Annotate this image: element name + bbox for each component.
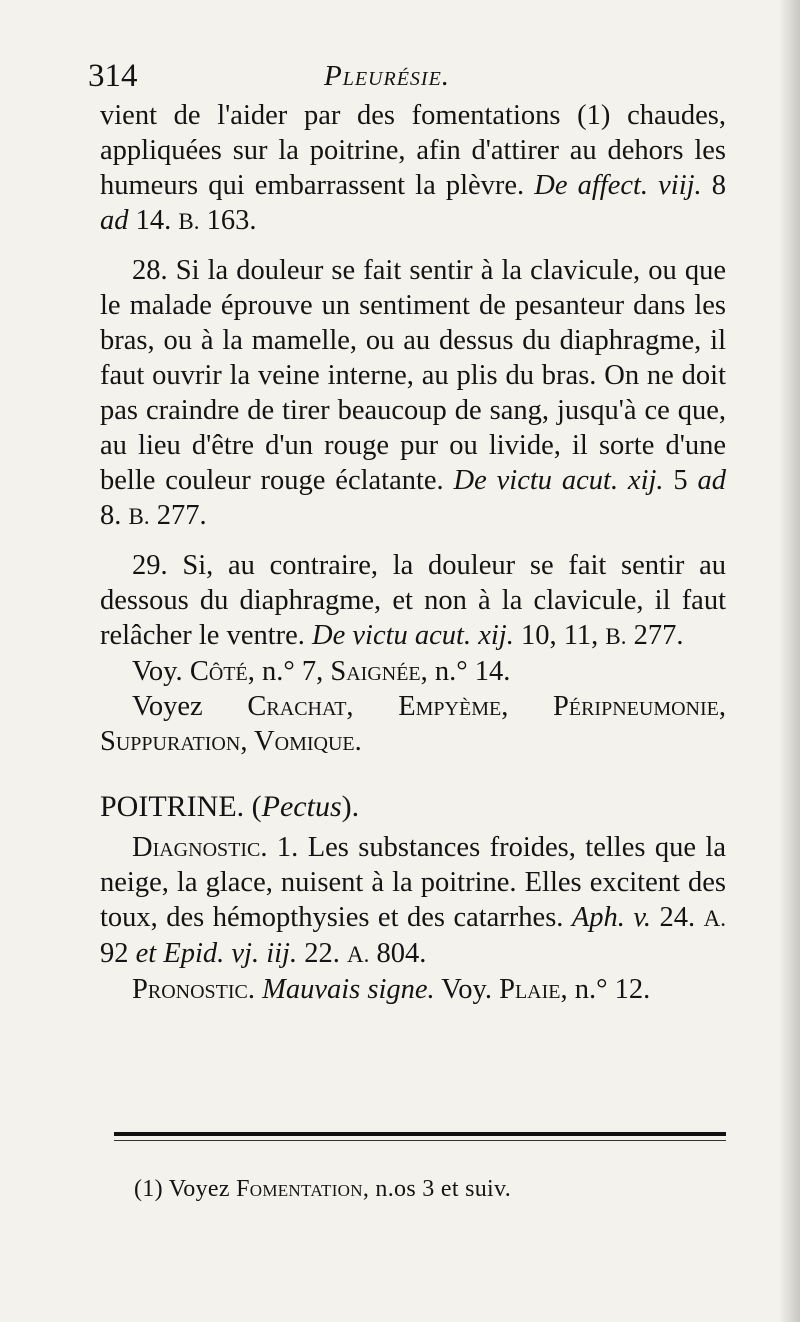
reference-page: 163. <box>199 205 257 236</box>
footnote-rule <box>114 1132 726 1136</box>
reference-page: 277. <box>626 620 684 651</box>
reference-italic: Aph. v. <box>571 902 652 933</box>
reference-italic: De victu acut. xij. <box>453 465 664 496</box>
paragraph-text: vient de l'aider par des fomentations (1) chaudes, appliquées sur la poitrine, afin d'attirer au dehors les humeurs qui embarrassent la plèvre. <box>100 100 726 201</box>
footnote-voyez: Voyez <box>162 1176 237 1202</box>
reference-et: et <box>135 938 157 969</box>
see-voy: Voy. <box>132 656 190 687</box>
see-term-saignee: Saignée <box>330 656 421 687</box>
reference-letter: B. <box>178 209 200 234</box>
see-term-cote: Côté <box>189 656 248 687</box>
body-text <box>100 98 726 1021</box>
footnote-rule-thin <box>114 1140 726 1141</box>
page-number: 314 <box>88 58 138 94</box>
diagnostic-text: 1. Les substances froides, telles que la neige, la glace, nuisent à la poitrine. Elles excitent des toux, des hémopthysies et des catarrhes. <box>100 832 726 933</box>
reference-letter: A. <box>703 906 727 931</box>
pronostic-label: Pronostic. <box>132 974 255 1005</box>
diagnostic-paragraph <box>100 830 726 972</box>
page-edge-shadow <box>778 0 800 1322</box>
reference-text: 5 <box>663 465 698 496</box>
pronostic-italic: Mauvais signe. <box>255 974 435 1005</box>
reference-italic: De affect. viij. <box>534 170 702 201</box>
see-number: , n.° 14. <box>420 656 511 687</box>
paragraph-continuation <box>100 98 726 239</box>
reference-italic: Epid. vj. iij. <box>156 938 298 969</box>
reference-ad: ad <box>100 205 129 236</box>
reference-page: 92 <box>100 938 136 969</box>
entry-paren: ( <box>244 790 262 823</box>
reference-italic: De victu acut. xij. <box>312 620 514 651</box>
reference-text: 8. <box>100 500 129 531</box>
paragraph-28 <box>100 253 726 534</box>
paragraph-29 <box>100 548 726 654</box>
page-header <box>88 58 728 98</box>
paragraph-text: 28. Si la douleur se fait sentir à la clavicule, ou que le malade éprouve un sentiment de pesanteur dans les bras, ou à la mamelle, ou au dessus du diaphragme, il faut ouvrir la veine interne, au plis du bras. On ne doit pas craindre de tirer beaucoup de sang, jusqu'à ce que, au lieu d'être d'un rouge pur ou livide, il sorte d'une belle couleur rouge éclatante. <box>100 255 726 496</box>
footnote-term: Fomentation <box>236 1176 363 1202</box>
reference-text: 22. <box>297 938 347 969</box>
see-terms: Crachat, Empyème, Péripneumonie, Suppuration, Vomique. <box>100 691 726 757</box>
reference-page: 804. <box>369 938 427 969</box>
diagnostic-label: Diagnostic. <box>132 832 268 863</box>
reference-text: 8 <box>701 170 726 201</box>
running-title: Pleurésie. <box>324 60 451 92</box>
reference-text: 24. <box>651 902 704 933</box>
footnote-tail: , n.os 3 et suiv. <box>362 1176 512 1202</box>
footnote-marker: (1) <box>134 1176 163 1202</box>
entry-latin: Pectus <box>261 790 342 823</box>
reference-ad: ad <box>697 465 727 496</box>
footnote <box>134 1176 511 1203</box>
entry-heading <box>100 789 726 824</box>
reference-letter: B. <box>605 624 627 649</box>
reference-letter: A. <box>346 942 370 967</box>
pronostic-paragraph <box>100 972 726 1007</box>
pronostic-voy: Voy. <box>434 974 500 1005</box>
paragraph-text: 29. Si, au contraire, la douleur se fait sentir au dessous du diaphragme, et non à la clavicule, il faut relâcher le ventre. <box>100 550 726 651</box>
reference-letter: B. <box>128 504 150 529</box>
reference-page: 277. <box>149 500 207 531</box>
pronostic-number: , n.° 12. <box>560 974 651 1005</box>
see-number: , n.° 7, <box>247 656 331 687</box>
reference-text: 14. <box>128 205 179 236</box>
entry-paren: ). <box>341 790 360 823</box>
entry-head: POITRINE. <box>100 790 245 823</box>
see-also-line <box>100 654 726 689</box>
reference-text: 10, 11, <box>513 620 606 651</box>
pronostic-term: Plaie <box>499 974 561 1005</box>
see-also-list <box>100 689 726 759</box>
see-voyez: Voyez <box>132 691 248 722</box>
